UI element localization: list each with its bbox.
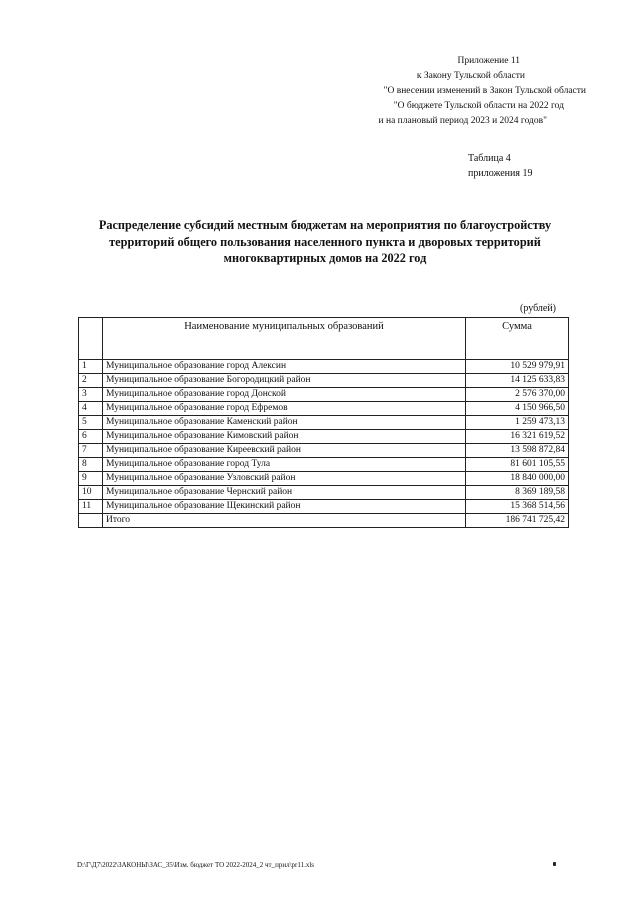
header-name-cell: Наименование муниципальных образований bbox=[103, 318, 466, 360]
table-reference-line-2: приложения 19 bbox=[468, 168, 533, 179]
appendix-line-2: к Закону Тульской области bbox=[416, 71, 525, 81]
total-label-cell: Итого bbox=[103, 514, 466, 528]
row-sum-cell: 14 125 633,83 bbox=[466, 374, 569, 388]
subsidy-table-body bbox=[79, 318, 569, 528]
row-num-cell: 7 bbox=[79, 444, 103, 458]
row-sum-cell: 16 321 619,52 bbox=[466, 430, 569, 444]
total-sum-cell: 186 741 725,42 bbox=[466, 514, 569, 528]
appendix-line-5: и на плановый период 2023 и 2024 годов" bbox=[378, 116, 547, 126]
row-num-cell: 11 bbox=[79, 500, 103, 514]
table-total-row bbox=[79, 514, 569, 528]
row-name-cell: Муниципальное образование Чернский район bbox=[103, 486, 466, 500]
table-reference bbox=[468, 151, 532, 181]
total-num-cell bbox=[79, 514, 103, 528]
row-sum-cell: 15 368 514,56 bbox=[466, 500, 569, 514]
row-sum-cell: 18 840 000,00 bbox=[466, 472, 569, 486]
header-num-cell bbox=[79, 318, 103, 360]
table-row bbox=[79, 388, 569, 402]
header-sum-cell: Сумма bbox=[466, 318, 569, 360]
row-num-cell: 9 bbox=[79, 472, 103, 486]
table-row bbox=[79, 430, 569, 444]
row-sum-cell: 1 259 473,13 bbox=[466, 416, 569, 430]
row-name-cell: Муниципальное образование Узловский район bbox=[103, 472, 466, 486]
row-name-cell: Муниципальное образование Кимовский район bbox=[103, 430, 466, 444]
table-reference-line-1: Таблица 4 bbox=[468, 153, 511, 164]
row-sum-cell: 2 576 370,00 bbox=[466, 388, 569, 402]
row-sum-cell: 13 598 872,84 bbox=[466, 444, 569, 458]
document-title: Распределение субсидий местным бюджетам на мероприятия по благоустройству территорий общего пользования населенного пункта и дворовых территорий многоквартирных домов на 2022 год bbox=[98, 218, 552, 265]
table-header-row bbox=[79, 318, 569, 360]
appendix-line-1: Приложение 11 bbox=[457, 56, 520, 66]
appendix-header bbox=[280, 54, 586, 129]
units-label: (рублей) bbox=[520, 303, 557, 314]
appendix-line-3: "О внесении изменений в Закон Тульской области bbox=[383, 86, 586, 96]
subsidy-table bbox=[78, 317, 569, 528]
row-num-cell: 3 bbox=[79, 388, 103, 402]
table-row bbox=[79, 360, 569, 374]
row-num-cell: 2 bbox=[79, 374, 103, 388]
table-row bbox=[79, 458, 569, 472]
row-num-cell: 4 bbox=[79, 402, 103, 416]
table-row bbox=[79, 486, 569, 500]
row-name-cell: Муниципальное образование город Ефремов bbox=[103, 402, 466, 416]
page-mark bbox=[553, 862, 556, 866]
row-sum-cell: 10 529 979,91 bbox=[466, 360, 569, 374]
row-num-cell: 10 bbox=[79, 486, 103, 500]
table-row bbox=[79, 374, 569, 388]
row-num-cell: 5 bbox=[79, 416, 103, 430]
row-sum-cell: 4 150 966,50 bbox=[466, 402, 569, 416]
table-row bbox=[79, 444, 569, 458]
row-sum-cell: 8 369 189,58 bbox=[466, 486, 569, 500]
table-row bbox=[79, 472, 569, 486]
appendix-line-4: "О бюджете Тульской области на 2022 год bbox=[393, 101, 564, 111]
row-num-cell: 8 bbox=[79, 458, 103, 472]
row-name-cell: Муниципальное образование город Алексин bbox=[103, 360, 466, 374]
file-path-footer: D:\Г\Д7\2022\ЗАКОНЫ\ЗАС_35\Изм. бюджет ТО 2022-2024_2 чт_прил\pr11.xls bbox=[77, 861, 315, 869]
row-sum-cell: 81 601 105,55 bbox=[466, 458, 569, 472]
row-num-cell: 1 bbox=[79, 360, 103, 374]
row-name-cell: Муниципальное образование Каменский район bbox=[103, 416, 466, 430]
table-row bbox=[79, 416, 569, 430]
row-name-cell: Муниципальное образование город Донской bbox=[103, 388, 466, 402]
row-name-cell: Муниципальное образование Киреевский район bbox=[103, 444, 466, 458]
row-name-cell: Муниципальное образование Щекинский район bbox=[103, 500, 466, 514]
row-num-cell: 6 bbox=[79, 430, 103, 444]
table-row bbox=[79, 500, 569, 514]
row-name-cell: Муниципальное образование город Тула bbox=[103, 458, 466, 472]
table-row bbox=[79, 402, 569, 416]
row-name-cell: Муниципальное образование Богородицкий район bbox=[103, 374, 466, 388]
